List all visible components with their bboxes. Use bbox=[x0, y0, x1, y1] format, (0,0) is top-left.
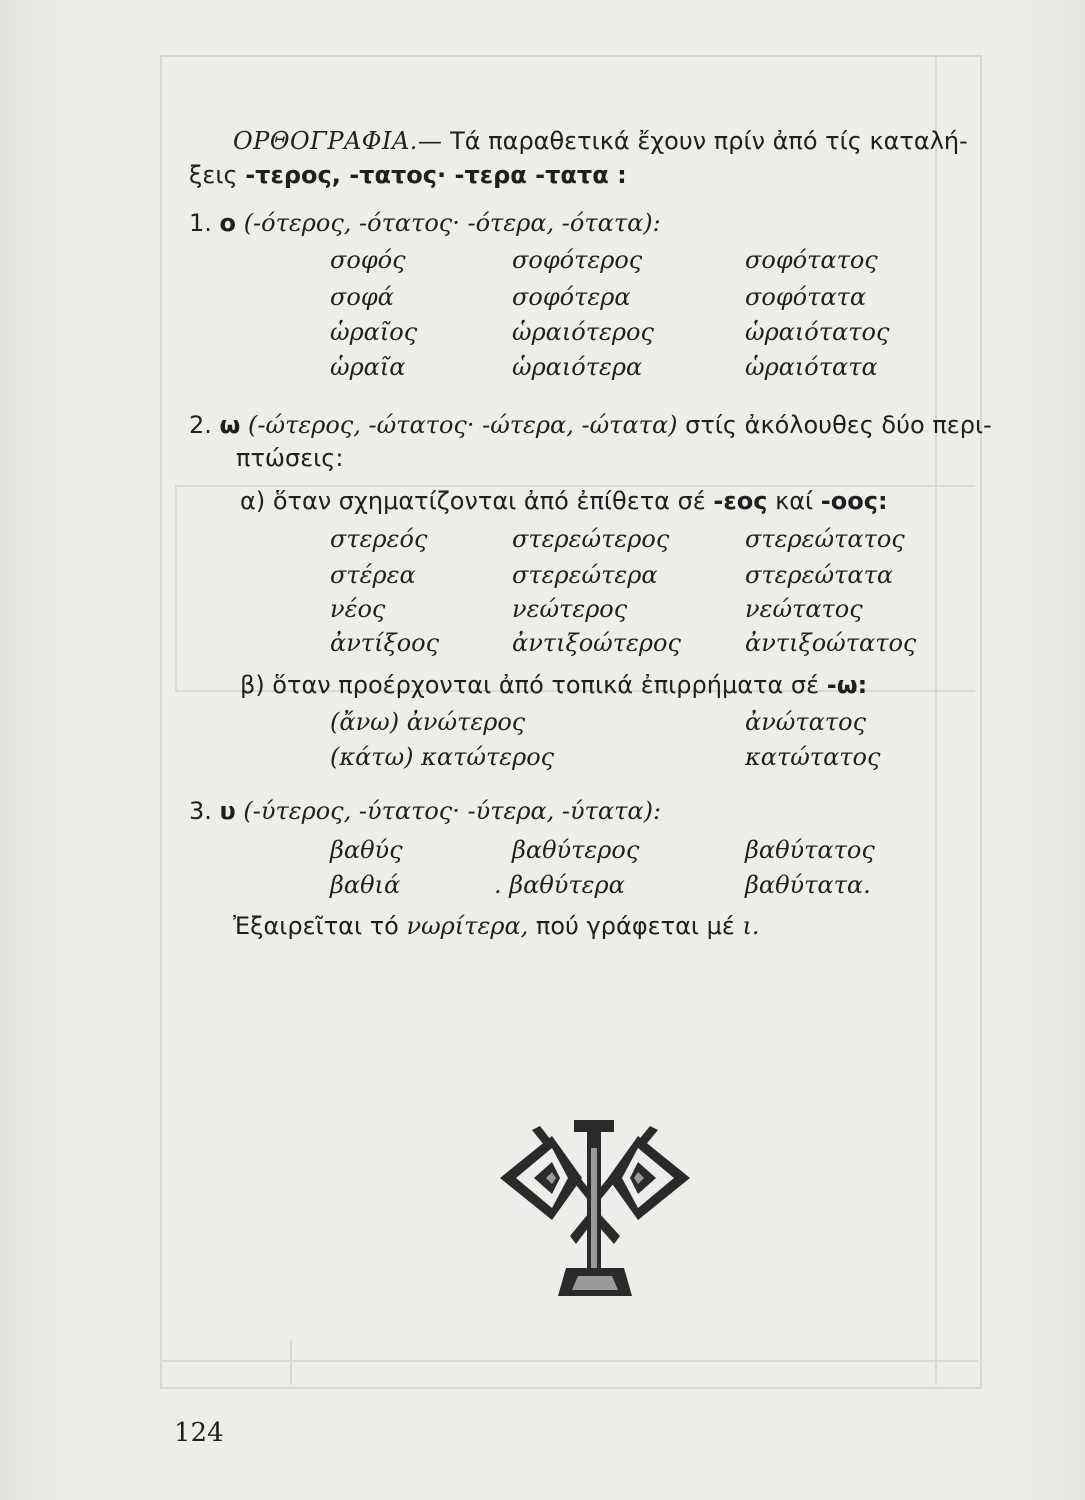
rule2-letter: ω bbox=[219, 411, 241, 439]
rule3-row-2-positive: βαθιά bbox=[330, 871, 401, 899]
show-through-line bbox=[290, 1340, 292, 1385]
exception-middle: πού γράφεται μέ bbox=[528, 912, 743, 940]
rule1-letter: ο bbox=[219, 209, 237, 237]
rule2-header bbox=[189, 410, 992, 440]
case-b-row-2-comparative: (κάτω) κατώτερος bbox=[330, 743, 555, 771]
rule1-row-4-positive: ὡραῖα bbox=[330, 353, 406, 381]
case-a-row-2-positive: στέρεα bbox=[330, 561, 416, 589]
rule1-row-1-positive: σοφός bbox=[330, 246, 406, 274]
exception-letter: ι. bbox=[742, 912, 760, 940]
case-a-label: α) ὅταν σχηματίζονται ἀπό ἐπίθετα σέ bbox=[240, 487, 714, 515]
rule1-row-4-comparative: ὡραιότερα bbox=[512, 353, 643, 381]
case-b-row-1-superlative: ἀνώτατος bbox=[745, 708, 867, 736]
rule1-header bbox=[189, 208, 661, 238]
exception-word: νωρίτερα, bbox=[406, 912, 529, 940]
heading-line-1 bbox=[233, 126, 968, 156]
rule1-row-1-comparative: σοφότερος bbox=[512, 246, 643, 274]
case-a-row-3-positive: νέος bbox=[330, 595, 386, 623]
rule1-row-1-superlative: σοφότατος bbox=[745, 246, 878, 274]
case-a-row-3-superlative: νεώτατος bbox=[745, 595, 863, 623]
show-through-line bbox=[935, 55, 937, 1385]
case-a-row-1-comparative: στερεώτερος bbox=[512, 525, 670, 553]
case-a-row-4-positive: ἀντίξοος bbox=[330, 629, 440, 657]
rule2-number: 2. bbox=[189, 411, 212, 439]
rule1-number: 1. bbox=[189, 209, 212, 237]
rule1-endings: (-ότερος, -ότατος· -ότερα, -ότατα): bbox=[243, 209, 661, 237]
case-a-endings: -εος bbox=[713, 487, 768, 515]
case-a-row-2-superlative: στερεώτατα bbox=[745, 561, 894, 589]
case-a-row-4-superlative: ἀντιξοώτατος bbox=[745, 629, 917, 657]
case-b-row-1-comparative: (ἄνω) ἀνώτερος bbox=[330, 708, 526, 736]
rule2-endings: (-ώτερος, -ώτατος· -ώτερα, -ώτατα) bbox=[248, 411, 678, 439]
rule3-row-2-comparative: . βαθύτερα bbox=[494, 871, 625, 899]
case-a-endings2: -οος: bbox=[820, 487, 888, 515]
rule3-row-2-superlative: βαθύτατα. bbox=[745, 871, 871, 899]
case-a-row-3-comparative: νεώτερος bbox=[512, 595, 628, 623]
heading-endings: -τερος, -τατος· -τερα -τατα : bbox=[245, 161, 627, 189]
rule2-case-a bbox=[240, 486, 888, 516]
rule1-row-3-positive: ὡραῖος bbox=[330, 318, 418, 346]
case-b-endings: -ω: bbox=[826, 671, 868, 699]
rule3-endings: (-ύτερος, -ύτατος· -ύτερα, -ύτατα): bbox=[243, 797, 662, 825]
heading-title: ΟΡΘΟΓΡΑΦΙΑ.— bbox=[233, 127, 443, 155]
rule3-row-1-superlative: βαθύτατος bbox=[745, 836, 875, 864]
show-through-line bbox=[175, 485, 177, 690]
rule3-row-1-comparative: βαθύτερος bbox=[512, 836, 640, 864]
case-b-label: β) ὅταν προέρχονται ἀπό τοπικά ἐπιρρήματα σέ bbox=[240, 671, 827, 699]
case-a-row-4-comparative: ἀντιξοώτερος bbox=[512, 629, 681, 657]
heading-line2-prefix: ξεις bbox=[189, 161, 246, 189]
show-through-line bbox=[160, 1360, 978, 1362]
page-number: 124 bbox=[174, 1418, 224, 1448]
rule2-text-tail: στίς ἀκόλουθες δύο περι- bbox=[677, 411, 992, 439]
heading-line-2 bbox=[189, 160, 627, 190]
rule2-text-line2: πτώσεις: bbox=[236, 444, 344, 472]
heading-intro: Τά παραθετικά ἔχουν πρίν ἀπό τίς καταλή- bbox=[442, 127, 968, 155]
rule1-row-3-superlative: ὡραιότατος bbox=[745, 318, 890, 346]
rule1-row-4-superlative: ὡραιότατα bbox=[745, 353, 878, 381]
rule3-letter: υ bbox=[219, 797, 236, 825]
case-a-row-1-superlative: στερεώτατος bbox=[745, 525, 905, 553]
rule1-row-2-positive: σοφά bbox=[330, 283, 394, 311]
case-a-row-1-positive: στερεός bbox=[330, 525, 428, 553]
case-a-row-2-comparative: στερεώτερα bbox=[512, 561, 658, 589]
exception-line bbox=[233, 911, 760, 941]
rule2-case-b bbox=[240, 670, 867, 700]
rule3-header bbox=[189, 796, 661, 826]
rule1-row-3-comparative: ὡραιότερος bbox=[512, 318, 654, 346]
case-b-row-2-superlative: κατώτατος bbox=[745, 743, 881, 771]
rule3-number: 3. bbox=[189, 797, 212, 825]
exception-prefix: Ἐξαιρεῖται τό bbox=[233, 912, 407, 940]
case-a-joiner: καί bbox=[767, 487, 821, 515]
decorative-ornament bbox=[500, 1118, 690, 1303]
rule1-row-2-comparative: σοφότερα bbox=[512, 283, 631, 311]
rule3-row-1-positive: βαθύς bbox=[330, 836, 403, 864]
rule1-row-2-superlative: σοφότατα bbox=[745, 283, 867, 311]
